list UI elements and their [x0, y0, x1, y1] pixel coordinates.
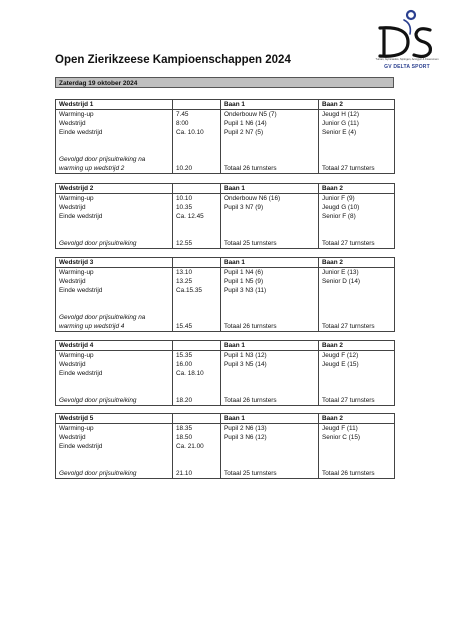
row-time: 18.35: [173, 424, 221, 434]
baan1-total: Totaal 26 turnsters: [221, 313, 319, 332]
wedstrijd-name: Wedstrijd 5: [56, 414, 173, 424]
baan1-group: Pupil 1 N5 (9): [221, 277, 319, 286]
row-label: Warming-up: [56, 110, 173, 120]
row-time: Ca. 10.10: [173, 128, 221, 137]
baan2-group: Senior F (8): [319, 212, 395, 221]
row-label: Wedstrijd: [56, 277, 173, 286]
row-label: Einde wedstrijd: [56, 442, 173, 451]
baan1-total: Totaal 25 turnsters: [221, 239, 319, 249]
row-label: Warming-up: [56, 351, 173, 361]
baan1-group: Pupil 1 N6 (14): [221, 119, 319, 128]
row-label: Warming-up: [56, 268, 173, 278]
logo-head-icon: [407, 11, 415, 19]
wedstrijd-name: Wedstrijd 2: [56, 184, 173, 194]
prijsuitreiking-time: 21.10: [173, 469, 221, 479]
baan1-group: [221, 442, 319, 451]
baan1-group: Pupil 1 N4 (6): [221, 268, 319, 278]
row-time: Ca.15.35: [173, 286, 221, 295]
baan2-group: Senior E (4): [319, 128, 395, 137]
baan2-header: Baan 2: [319, 258, 395, 268]
prijsuitreiking-note: Gevolgd door prijsuitreiking na warming up wedstrijd 4: [56, 313, 173, 332]
baan2-group: Junior F (9): [319, 194, 395, 204]
logo-subtext: Turnen, Gymnastics, Springen, Acrogym & Freerunnen: [375, 58, 439, 61]
prijsuitreiking-note: Gevolgd door prijsuitreiking na warming up wedstrijd 2: [56, 155, 173, 174]
baan1-group: [221, 369, 319, 378]
baan2-total: Totaal 27 turnsters: [319, 396, 395, 406]
prijsuitreiking-time: 12.55: [173, 239, 221, 249]
wedstrijd-table: [55, 413, 395, 479]
wedstrijd-name: Wedstrijd 4: [56, 341, 173, 351]
baan1-header: Baan 1: [221, 258, 319, 268]
row-label: Einde wedstrijd: [56, 286, 173, 295]
row-time: 8:00: [173, 119, 221, 128]
baan1-total: Totaal 25 turnsters: [221, 469, 319, 479]
baan2-group: [319, 286, 395, 295]
baan1-header: Baan 1: [221, 341, 319, 351]
baan2-group: Senior D (14): [319, 277, 395, 286]
baan1-group: Pupil 2 N7 (5): [221, 128, 319, 137]
row-time: 18.50: [173, 433, 221, 442]
baan2-header: Baan 2: [319, 341, 395, 351]
baan1-header: Baan 1: [221, 184, 319, 194]
baan1-total: Totaal 26 turnsters: [221, 396, 319, 406]
baan2-group: Junior E (13): [319, 268, 395, 278]
baan1-group: Pupil 1 N3 (12): [221, 351, 319, 361]
wedstrijd-name: Wedstrijd 1: [56, 100, 173, 110]
baan2-header: Baan 2: [319, 414, 395, 424]
prijsuitreiking-note: Gevolgd door prijsuitreiking: [56, 469, 173, 479]
row-label: Einde wedstrijd: [56, 128, 173, 137]
row-time: 15.35: [173, 351, 221, 361]
baan2-header: Baan 2: [319, 100, 395, 110]
baan2-group: [319, 369, 395, 378]
wedstrijd-table: [55, 183, 395, 249]
row-label: Wedstrijd: [56, 119, 173, 128]
baan1-group: Pupil 3 N6 (12): [221, 433, 319, 442]
baan2-total: Totaal 27 turnsters: [319, 313, 395, 332]
baan1-header: Baan 1: [221, 414, 319, 424]
row-time: Ca. 12.45: [173, 212, 221, 221]
baan2-group: Senior C (15): [319, 433, 395, 442]
row-label: Wedstrijd: [56, 433, 173, 442]
row-time: 10.10: [173, 194, 221, 204]
baan1-total: Totaal 26 turnsters: [221, 155, 319, 174]
row-label: Wedstrijd: [56, 203, 173, 212]
baan2-header: Baan 2: [319, 184, 395, 194]
baan1-group: Onderbouw N6 (16): [221, 194, 319, 204]
baan2-group: Jeugd F (12): [319, 351, 395, 361]
prijsuitreiking-time: 18.20: [173, 396, 221, 406]
logo-s-shape: [414, 29, 430, 57]
prijsuitreiking-note: Gevolgd door prijsuitreiking: [56, 239, 173, 249]
row-label: Warming-up: [56, 424, 173, 434]
baan2-total: Totaal 26 turnsters: [319, 469, 395, 479]
row-time: 16.00: [173, 360, 221, 369]
baan1-group: Pupil 3 N5 (14): [221, 360, 319, 369]
baan2-group: Jeugd G (10): [319, 203, 395, 212]
wedstrijd-name: Wedstrijd 3: [56, 258, 173, 268]
prijsuitreiking-note: Gevolgd door prijsuitreiking: [56, 396, 173, 406]
prijsuitreiking-time: 15.45: [173, 313, 221, 332]
baan2-group: Jeugd H (12): [319, 110, 395, 120]
baan2-group: Jeugd E (15): [319, 360, 395, 369]
wedstrijd-table: [55, 340, 395, 406]
baan2-total: Totaal 27 turnsters: [319, 239, 395, 249]
baan1-group: [221, 212, 319, 221]
logo-d-shape: [380, 28, 408, 56]
baan1-group: Pupil 3 N3 (11): [221, 286, 319, 295]
baan2-group: Junior G (11): [319, 119, 395, 128]
row-label: Einde wedstrijd: [56, 212, 173, 221]
wedstrijd-table: [55, 99, 395, 174]
row-label: Einde wedstrijd: [56, 369, 173, 378]
delta-sport-logo: [374, 6, 440, 72]
baan2-total: Totaal 27 turnsters: [319, 155, 395, 174]
row-time: Ca. 21.00: [173, 442, 221, 451]
row-time: Ca. 18.10: [173, 369, 221, 378]
page-title: Open Zierikzeese Kampioenschappen 2024: [55, 54, 291, 66]
wedstrijd-table: [55, 257, 395, 332]
baan1-group: Pupil 3 N7 (9): [221, 203, 319, 212]
row-time: 10.35: [173, 203, 221, 212]
prijsuitreiking-time: 10.20: [173, 155, 221, 174]
row-time: 13.10: [173, 268, 221, 278]
logo-brand-name: GV DELTA SPORT: [384, 64, 430, 70]
row-time: 7.45: [173, 110, 221, 120]
row-time: 13.25: [173, 277, 221, 286]
baan1-group: Onderbouw N5 (7): [221, 110, 319, 120]
baan1-header: Baan 1: [221, 100, 319, 110]
day-header: Zaterdag 19 oktober 2024: [55, 77, 394, 88]
row-label: Warming-up: [56, 194, 173, 204]
row-label: Wedstrijd: [56, 360, 173, 369]
baan1-group: Pupil 2 N6 (13): [221, 424, 319, 434]
baan2-group: [319, 442, 395, 451]
baan2-group: Jeugd F (11): [319, 424, 395, 434]
